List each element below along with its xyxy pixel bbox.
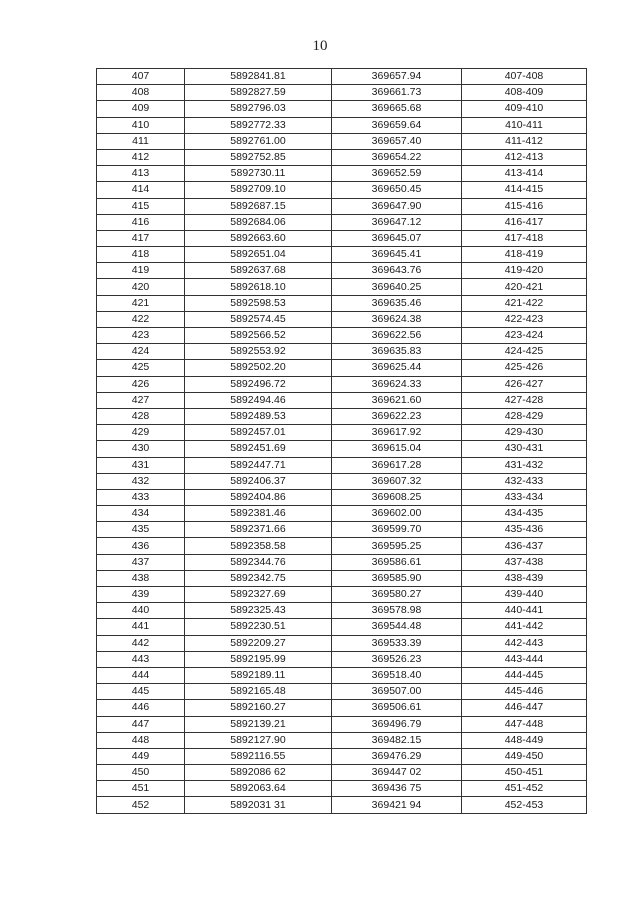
point-number-cell: 435 [97,522,185,538]
table-row [97,700,587,716]
segment-cell: 427-428 [462,392,587,408]
x-coordinate-cell: 5892195.99 [185,651,332,667]
y-coordinate-cell: 369617.92 [332,425,462,441]
y-coordinate-cell: 369506.61 [332,700,462,716]
y-coordinate-cell: 369544.48 [332,619,462,635]
x-coordinate-cell: 5892553.92 [185,344,332,360]
point-number-cell: 438 [97,570,185,586]
y-coordinate-cell: 369496.79 [332,716,462,732]
y-coordinate-cell: 369476.29 [332,748,462,764]
table-row [97,311,587,327]
point-number-cell: 409 [97,101,185,117]
x-coordinate-cell: 5892447.71 [185,457,332,473]
x-coordinate-cell: 5892165.48 [185,684,332,700]
x-coordinate-cell: 5892663.60 [185,230,332,246]
table-row [97,198,587,214]
x-coordinate-cell: 5892730.11 [185,166,332,182]
table-row [97,85,587,101]
table-row [97,230,587,246]
point-number-cell: 443 [97,651,185,667]
y-coordinate-cell: 369647.90 [332,198,462,214]
segment-cell: 425-426 [462,360,587,376]
point-number-cell: 418 [97,247,185,263]
point-number-cell: 441 [97,619,185,635]
y-coordinate-cell: 369659.64 [332,117,462,133]
segment-cell: 442-443 [462,635,587,651]
point-number-cell: 450 [97,765,185,781]
table-row [97,651,587,667]
y-coordinate-cell: 369607.32 [332,473,462,489]
y-coordinate-cell: 369595.25 [332,538,462,554]
point-number-cell: 419 [97,263,185,279]
y-coordinate-cell: 369647.12 [332,214,462,230]
table-row [97,69,587,85]
point-number-cell: 437 [97,554,185,570]
table-row [97,279,587,295]
y-coordinate-cell: 369635.83 [332,344,462,360]
y-coordinate-cell: 369622.56 [332,328,462,344]
y-coordinate-cell: 369526.23 [332,651,462,667]
y-coordinate-cell: 369507.00 [332,684,462,700]
table-row [97,263,587,279]
point-number-cell: 417 [97,230,185,246]
point-number-cell: 429 [97,425,185,441]
x-coordinate-cell: 5892230.51 [185,619,332,635]
point-number-cell: 407 [97,69,185,85]
x-coordinate-cell: 5892827.59 [185,85,332,101]
point-number-cell: 445 [97,684,185,700]
y-coordinate-cell: 369482.15 [332,732,462,748]
table-row [97,392,587,408]
x-coordinate-cell: 5892063.64 [185,781,332,797]
y-coordinate-cell: 369665.68 [332,101,462,117]
segment-cell: 441-442 [462,619,587,635]
x-coordinate-cell: 5892566.52 [185,328,332,344]
segment-cell: 432-433 [462,473,587,489]
coordinates-table-body [97,69,587,814]
x-coordinate-cell: 5892574.45 [185,311,332,327]
x-coordinate-cell: 5892325.43 [185,603,332,619]
point-number-cell: 451 [97,781,185,797]
table-row [97,684,587,700]
table-row [97,344,587,360]
y-coordinate-cell: 369578.98 [332,603,462,619]
segment-cell: 437-438 [462,554,587,570]
point-number-cell: 413 [97,166,185,182]
table-row [97,247,587,263]
table-row [97,360,587,376]
point-number-cell: 421 [97,295,185,311]
x-coordinate-cell: 5892342.75 [185,570,332,586]
x-coordinate-cell: 5892358.58 [185,538,332,554]
x-coordinate-cell: 5892209.27 [185,635,332,651]
segment-cell: 431-432 [462,457,587,473]
segment-cell: 438-439 [462,570,587,586]
x-coordinate-cell: 5892127.90 [185,732,332,748]
table-row [97,635,587,651]
segment-cell: 450-451 [462,765,587,781]
x-coordinate-cell: 5892796.03 [185,101,332,117]
coordinates-table [96,68,587,814]
y-coordinate-cell: 369622.23 [332,408,462,424]
x-coordinate-cell: 5892031 31 [185,797,332,813]
point-number-cell: 422 [97,311,185,327]
segment-cell: 411-412 [462,133,587,149]
segment-cell: 423-424 [462,328,587,344]
y-coordinate-cell: 369625.44 [332,360,462,376]
point-number-cell: 416 [97,214,185,230]
y-coordinate-cell: 369640.25 [332,279,462,295]
table-row [97,797,587,813]
table-row [97,425,587,441]
table-row [97,619,587,635]
table-row [97,587,587,603]
y-coordinate-cell: 369615.04 [332,441,462,457]
point-number-cell: 431 [97,457,185,473]
point-number-cell: 423 [97,328,185,344]
segment-cell: 446-447 [462,700,587,716]
y-coordinate-cell: 369652.59 [332,166,462,182]
y-coordinate-cell: 369447 02 [332,765,462,781]
segment-cell: 410-411 [462,117,587,133]
table-row [97,149,587,165]
page-number: 10 [312,38,328,54]
x-coordinate-cell: 5892494.46 [185,392,332,408]
segment-cell: 439-440 [462,587,587,603]
table-row [97,522,587,538]
point-number-cell: 446 [97,700,185,716]
segment-cell: 428-429 [462,408,587,424]
point-number-cell: 425 [97,360,185,376]
y-coordinate-cell: 369645.07 [332,230,462,246]
x-coordinate-cell: 5892598.53 [185,295,332,311]
point-number-cell: 434 [97,506,185,522]
y-coordinate-cell: 369580.27 [332,587,462,603]
y-coordinate-cell: 369599.70 [332,522,462,538]
y-coordinate-cell: 369643.76 [332,263,462,279]
table-row [97,408,587,424]
y-coordinate-cell: 369654.22 [332,149,462,165]
segment-cell: 436-437 [462,538,587,554]
x-coordinate-cell: 5892381.46 [185,506,332,522]
point-number-cell: 428 [97,408,185,424]
segment-cell: 413-414 [462,166,587,182]
y-coordinate-cell: 369518.40 [332,667,462,683]
point-number-cell: 440 [97,603,185,619]
y-coordinate-cell: 369657.40 [332,133,462,149]
x-coordinate-cell: 5892752.85 [185,149,332,165]
segment-cell: 424-425 [462,344,587,360]
point-number-cell: 410 [97,117,185,133]
segment-cell: 445-446 [462,684,587,700]
point-number-cell: 426 [97,376,185,392]
table-row [97,441,587,457]
y-coordinate-cell: 369585.90 [332,570,462,586]
segment-cell: 421-422 [462,295,587,311]
table-row [97,538,587,554]
point-number-cell: 436 [97,538,185,554]
segment-cell: 419-420 [462,263,587,279]
y-coordinate-cell: 369436 75 [332,781,462,797]
segment-cell: 415-416 [462,198,587,214]
point-number-cell: 414 [97,182,185,198]
segment-cell: 443-444 [462,651,587,667]
x-coordinate-cell: 5892327.69 [185,587,332,603]
x-coordinate-cell: 5892371.66 [185,522,332,538]
table-row [97,667,587,683]
x-coordinate-cell: 5892618.10 [185,279,332,295]
segment-cell: 420-421 [462,279,587,295]
y-coordinate-cell: 369661.73 [332,85,462,101]
table-row [97,457,587,473]
segment-cell: 447-448 [462,716,587,732]
x-coordinate-cell: 5892637.68 [185,263,332,279]
segment-cell: 434-435 [462,506,587,522]
y-coordinate-cell: 369586.61 [332,554,462,570]
segment-cell: 451-452 [462,781,587,797]
x-coordinate-cell: 5892451.69 [185,441,332,457]
x-coordinate-cell: 5892457.01 [185,425,332,441]
segment-cell: 412-413 [462,149,587,165]
segment-cell: 433-434 [462,489,587,505]
table-row [97,603,587,619]
point-number-cell: 433 [97,489,185,505]
segment-cell: 444-445 [462,667,587,683]
point-number-cell: 439 [97,587,185,603]
point-number-cell: 412 [97,149,185,165]
x-coordinate-cell: 5892489.53 [185,408,332,424]
table-row [97,748,587,764]
table-row [97,182,587,198]
table-row [97,570,587,586]
x-coordinate-cell: 5892761.00 [185,133,332,149]
segment-cell: 430-431 [462,441,587,457]
segment-cell: 422-423 [462,311,587,327]
table-row [97,214,587,230]
segment-cell: 407-408 [462,69,587,85]
point-number-cell: 447 [97,716,185,732]
point-number-cell: 415 [97,198,185,214]
y-coordinate-cell: 369621.60 [332,392,462,408]
table-row [97,506,587,522]
segment-cell: 429-430 [462,425,587,441]
segment-cell: 408-409 [462,85,587,101]
table-row [97,781,587,797]
y-coordinate-cell: 369608.25 [332,489,462,505]
point-number-cell: 442 [97,635,185,651]
segment-cell: 414-415 [462,182,587,198]
y-coordinate-cell: 369657.94 [332,69,462,85]
table-row [97,117,587,133]
table-row [97,765,587,781]
x-coordinate-cell: 5892086 62 [185,765,332,781]
x-coordinate-cell: 5892687.15 [185,198,332,214]
table-row [97,295,587,311]
x-coordinate-cell: 5892139.21 [185,716,332,732]
segment-cell: 435-436 [462,522,587,538]
segment-cell: 416-417 [462,214,587,230]
table-row [97,328,587,344]
x-coordinate-cell: 5892406.37 [185,473,332,489]
x-coordinate-cell: 5892496.72 [185,376,332,392]
x-coordinate-cell: 5892189.11 [185,667,332,683]
point-number-cell: 430 [97,441,185,457]
table-row [97,473,587,489]
y-coordinate-cell: 369650.45 [332,182,462,198]
table-row [97,716,587,732]
y-coordinate-cell: 369602.00 [332,506,462,522]
point-number-cell: 408 [97,85,185,101]
y-coordinate-cell: 369624.33 [332,376,462,392]
table-row [97,489,587,505]
point-number-cell: 449 [97,748,185,764]
table-row [97,101,587,117]
point-number-cell: 452 [97,797,185,813]
point-number-cell: 411 [97,133,185,149]
segment-cell: 448-449 [462,732,587,748]
table-row [97,732,587,748]
segment-cell: 452-453 [462,797,587,813]
segment-cell: 426-427 [462,376,587,392]
segment-cell: 440-441 [462,603,587,619]
x-coordinate-cell: 5892404.86 [185,489,332,505]
x-coordinate-cell: 5892160.27 [185,700,332,716]
point-number-cell: 444 [97,667,185,683]
segment-cell: 417-418 [462,230,587,246]
y-coordinate-cell: 369421 94 [332,797,462,813]
x-coordinate-cell: 5892502.20 [185,360,332,376]
x-coordinate-cell: 5892344.76 [185,554,332,570]
segment-cell: 409-410 [462,101,587,117]
segment-cell: 418-419 [462,247,587,263]
table-row [97,376,587,392]
y-coordinate-cell: 369624.38 [332,311,462,327]
segment-cell: 449-450 [462,748,587,764]
point-number-cell: 432 [97,473,185,489]
point-number-cell: 420 [97,279,185,295]
point-number-cell: 427 [97,392,185,408]
table-row [97,554,587,570]
x-coordinate-cell: 5892772.33 [185,117,332,133]
y-coordinate-cell: 369645.41 [332,247,462,263]
x-coordinate-cell: 5892116.55 [185,748,332,764]
point-number-cell: 448 [97,732,185,748]
x-coordinate-cell: 5892651.04 [185,247,332,263]
point-number-cell: 424 [97,344,185,360]
table-row [97,133,587,149]
y-coordinate-cell: 369635.46 [332,295,462,311]
x-coordinate-cell: 5892684.06 [185,214,332,230]
y-coordinate-cell: 369533.39 [332,635,462,651]
x-coordinate-cell: 5892709.10 [185,182,332,198]
table-row [97,166,587,182]
y-coordinate-cell: 369617.28 [332,457,462,473]
x-coordinate-cell: 5892841.81 [185,69,332,85]
